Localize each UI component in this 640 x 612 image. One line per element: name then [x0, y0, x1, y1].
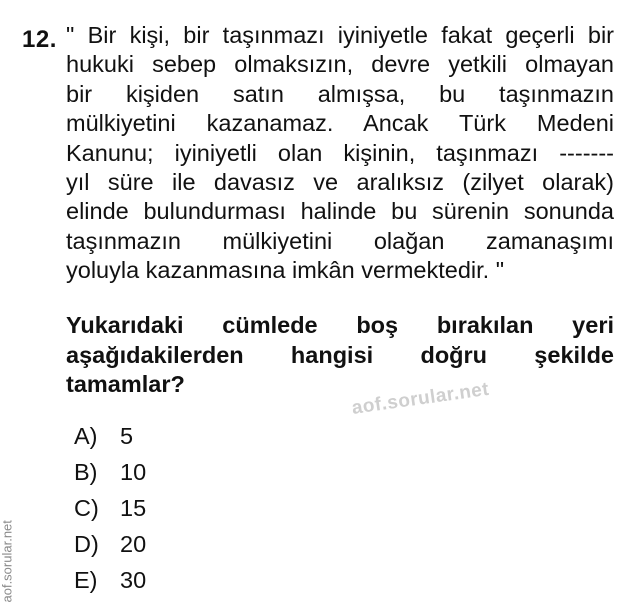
option-b[interactable]	[74, 454, 146, 490]
passage-line: Kanunu; iyiniyetli olan kişinin, taşınmazı -------	[66, 139, 614, 166]
question-passage	[66, 21, 614, 286]
watermark-side: aof.sorular.net	[0, 520, 15, 603]
passage-line: bir kişiden satın almışsa, bu taşınmazın	[66, 80, 614, 107]
passage-line: mülkiyetini kazanamaz. Ancak Türk Medeni	[66, 110, 614, 137]
question-number: 12.	[22, 26, 57, 53]
option-letter: E)	[74, 567, 98, 593]
option-value: 5	[120, 423, 134, 449]
watermark-center: aof.sorular.net	[350, 378, 491, 419]
option-value: 15	[120, 495, 147, 521]
option-a[interactable]	[74, 418, 146, 454]
passage-line: yoluyla kazanmasına imkân vermektedir. "	[66, 257, 505, 284]
passage-line: hukuki sebep olmaksızın, devre yetkili olmayan	[66, 51, 614, 78]
question-prompt	[66, 311, 614, 400]
passage-line: yıl süre ile davasız ve aralıksız (zilyet olarak)	[66, 169, 614, 196]
passage-line: " Bir kişi, bir taşınmazı iyiniyetle fakat geçerli bir	[66, 22, 614, 48]
passage-line: elinde bulundurması halinde bu sürenin sonunda	[66, 198, 614, 225]
option-value: 20	[120, 531, 147, 557]
option-value: 10	[120, 459, 147, 485]
option-d[interactable]	[74, 526, 146, 562]
option-value: 30	[120, 567, 147, 593]
prompt-line: aşağıdakilerden hangisi doğru şekilde	[66, 341, 614, 368]
option-letter: D)	[74, 531, 99, 557]
prompt-line: Yukarıdaki cümlede boş bırakılan yeri	[66, 312, 614, 338]
option-e[interactable]	[74, 562, 146, 598]
option-letter: A)	[74, 423, 98, 449]
answer-options	[74, 418, 146, 598]
passage-line: taşınmazın mülkiyetini olağan zamanaşımı	[66, 227, 614, 254]
option-letter: B)	[74, 459, 98, 485]
option-c[interactable]	[74, 490, 146, 526]
prompt-line: tamamlar?	[66, 371, 185, 398]
option-letter: C)	[74, 495, 99, 521]
